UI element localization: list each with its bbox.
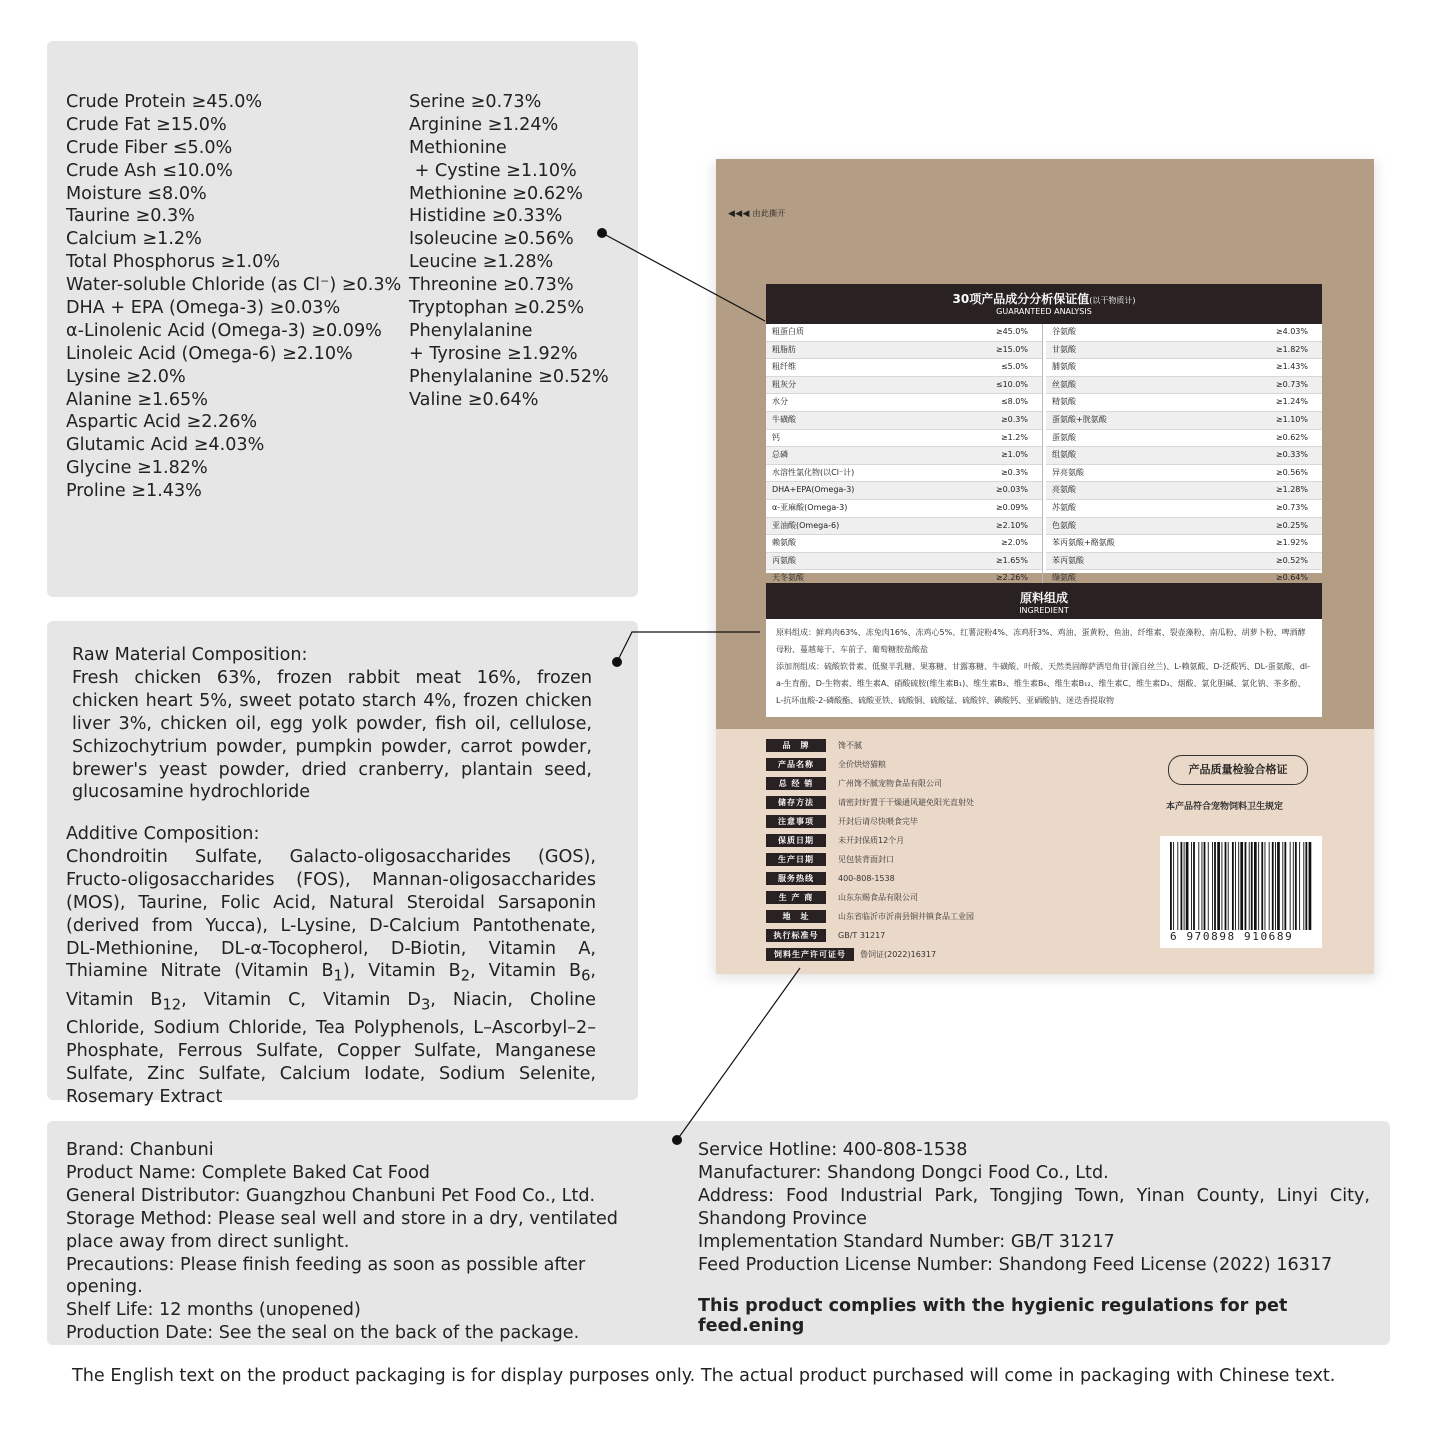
table-row xyxy=(1046,482,1322,500)
barcode-bar xyxy=(1265,842,1266,930)
table-cell-value: ≥1.10% xyxy=(1275,414,1308,424)
table-cell-name: 蛋氨酸+胱氨酸 xyxy=(1052,414,1107,424)
barcode-bar xyxy=(1295,842,1297,930)
table-cell-name: 甘氨酸 xyxy=(1052,344,1076,354)
analysis-item: Methionine xyxy=(409,137,507,158)
table-cell-name: 组氨酸 xyxy=(1052,450,1076,460)
label-key: 储存方法 xyxy=(766,796,826,809)
additive-text: Chondroitin Sulfate, Galacto-oligosaccharides (GOS), Fructo-oligosaccharides (FOS), Mannan-oligosaccharides (MOS), Taurine, Folic Acid, Natural Steroidal Sarsaponin (derived from Yucca), L-Lysine, D-Calcium Pantothenate, DL-Methionine, DL-α-Tocopherol, D-Biotin, Vitamin A, Thiamine Nitrate (Vitamin B xyxy=(66,846,596,982)
label-value: 馋不腻 xyxy=(838,741,862,750)
product-info-line: Implementation Standard Number: GB/T 31217 xyxy=(698,1231,1115,1252)
raw-material-title: Raw Material Composition: xyxy=(72,645,308,665)
table-cell-value: ≥1.2% xyxy=(1000,432,1028,442)
table-row xyxy=(1046,447,1322,465)
barcode-bar xyxy=(1204,842,1206,930)
table-row xyxy=(766,447,1042,465)
table-cell-value: ≥1.82% xyxy=(1275,344,1308,354)
table-row xyxy=(766,500,1042,518)
table-cell-name: 粗蛋白质 xyxy=(772,327,804,336)
product-info-line: Precautions: Please finish feeding as soon as possible after opening. xyxy=(66,1254,586,1298)
table-row xyxy=(1046,359,1322,377)
analysis-title: 30项产品成分分析保证值 xyxy=(952,292,1090,306)
label-value: 未开封保质12个月 xyxy=(838,836,905,845)
barcode-bar xyxy=(1290,842,1291,930)
table-cell-name: 蛋氨酸 xyxy=(1052,432,1076,442)
label-key: 总 经 销 xyxy=(766,777,826,790)
quality-cert-badge: 产品质量检验合格证 xyxy=(1168,755,1308,785)
table-cell-value: ≥0.25% xyxy=(1275,520,1308,530)
table-cell-name: 缬氨酸 xyxy=(1052,573,1076,583)
tear-here-mark xyxy=(728,208,786,219)
analysis-item: Tryptophan ≥0.25% xyxy=(409,298,585,319)
barcode-bar xyxy=(1293,842,1294,930)
table-cell-value: ≤8.0% xyxy=(1000,397,1028,407)
analysis-title-note: (以干物质计) xyxy=(1089,296,1136,305)
barcode-bar xyxy=(1258,842,1259,930)
table-row xyxy=(1046,342,1322,360)
package-back xyxy=(716,159,1374,974)
tear-text: 由此撕开 xyxy=(752,209,786,218)
barcode-bar xyxy=(1214,842,1216,930)
table-cell-value: ≥0.73% xyxy=(1275,379,1308,389)
label-value: 见包装背面封口 xyxy=(838,855,894,864)
ingredient-title: 原料组成 xyxy=(1019,591,1068,605)
product-info-line: Storage Method: Please seal well and store in a dry, ventilated place away from direct sunlight. xyxy=(66,1208,618,1252)
barcode-bar xyxy=(1238,842,1239,930)
label-key: 保质日期 xyxy=(766,834,826,847)
table-cell-value: ≥0.3% xyxy=(1000,467,1028,477)
label-key: 生产日期 xyxy=(766,853,826,866)
table-cell-name: 丙氨酸 xyxy=(772,555,796,565)
composition-panel xyxy=(47,621,638,1107)
table-cell-name: 异亮氨酸 xyxy=(1052,467,1084,477)
table-cell-value: ≥2.0% xyxy=(1000,538,1028,548)
barcode-bar xyxy=(1303,842,1304,930)
table-cell-value: ≥0.3% xyxy=(1000,414,1028,424)
analysis-item: Threonine ≥0.73% xyxy=(409,275,574,296)
label-value: 全价烘焙猫粮 xyxy=(838,760,886,769)
label-key: 执行标准号 xyxy=(766,929,826,942)
table-cell-name: DHA+EPA(Omega-3) xyxy=(772,485,855,495)
table-cell-value: ≥4.03% xyxy=(1275,327,1308,336)
analysis-item: Lysine ≥2.0% xyxy=(66,366,186,387)
table-cell-value: ≥0.64% xyxy=(1275,573,1308,583)
barcode-bar xyxy=(1228,842,1229,930)
table-cell-name: 亚油酸(Omega-6) xyxy=(772,520,840,530)
barcode-bar xyxy=(1193,842,1195,930)
analysis-item: Aspartic Acid ≥2.26% xyxy=(66,412,258,433)
analysis-item: + Cystine ≥1.10% xyxy=(409,160,577,181)
table-cell-name: 苏氨酸 xyxy=(1052,502,1076,512)
analysis-item: Proline ≥1.43% xyxy=(66,481,202,502)
label-value: 广州馋不腻宠物食品有限公司 xyxy=(838,779,942,788)
analysis-item: Leucine ≥1.28% xyxy=(409,252,554,273)
barcode-bar xyxy=(1305,842,1307,930)
barcode-bar xyxy=(1225,842,1227,930)
table-row xyxy=(1046,377,1322,395)
barcode-bar xyxy=(1198,842,1199,930)
table-cell-name: 精氨酸 xyxy=(1052,397,1076,407)
table-cell-value: ≥1.92% xyxy=(1275,538,1308,548)
table-row xyxy=(1046,500,1322,518)
barcode-bar xyxy=(1240,842,1243,930)
label-key: 服务热线 xyxy=(766,872,826,885)
table-row xyxy=(1046,394,1322,412)
barcode-bar xyxy=(1251,842,1253,930)
table-cell-value: ≥45.0% xyxy=(995,327,1028,336)
additive-text: ), Vitamin B xyxy=(342,961,461,982)
additive-text: , Niacin, Choline Chloride, Sodium Chloride, Tea Polyphenols, L–Ascorbyl–2–Phosphate, Ferrous Sulfate, Copper Sulfate, Manganese Sulfate, Zinc Sulfate, Calcium Iodate, Sodium Selenite, Rosemary Extract xyxy=(66,989,596,1107)
analysis-item: Crude Protein ≥45.0% xyxy=(66,92,263,112)
analysis-item: Crude Fiber ≤5.0% xyxy=(66,137,233,158)
analysis-table xyxy=(766,324,1322,583)
ingredient-box xyxy=(766,619,1322,717)
label-key: 品 牌 xyxy=(766,739,826,752)
analysis-item: Taurine ≥0.3% xyxy=(66,206,195,227)
analysis-table-right xyxy=(1046,324,1322,588)
analysis-item: Crude Ash ≤10.0% xyxy=(66,160,233,181)
product-info-line: Shelf Life: 12 months (unopened) xyxy=(66,1300,361,1321)
barcode-bar xyxy=(1254,842,1257,930)
barcode-bar xyxy=(1212,842,1213,930)
table-cell-name: 总磷 xyxy=(772,450,788,460)
table-row xyxy=(1046,518,1322,536)
label-key: 产品名称 xyxy=(766,758,826,771)
barcode-bar xyxy=(1299,842,1300,930)
barcode-number: 6 970898 910689 xyxy=(1170,930,1294,943)
analysis-item: DHA + EPA (Omega-3) ≥0.03% xyxy=(66,298,341,319)
label-key: 生 产 商 xyxy=(766,891,826,904)
label-value: 鲁饲证(2022)16317 xyxy=(860,950,937,959)
table-cell-value: ≥0.56% xyxy=(1275,467,1308,477)
table-row xyxy=(766,394,1042,412)
product-info-right xyxy=(698,1139,1370,1276)
table-cell-name: 粗脂肪 xyxy=(772,344,796,354)
barcode-bar xyxy=(1191,842,1192,930)
table-cell-value: ≥1.24% xyxy=(1275,397,1308,407)
barcode-bar xyxy=(1261,842,1263,930)
barcode-bar xyxy=(1309,842,1312,930)
table-cell-name: 牛磺酸 xyxy=(772,414,796,424)
table-cell-value: ≥15.0% xyxy=(995,344,1028,354)
table-cell-value: ≥0.62% xyxy=(1275,432,1308,442)
table-row xyxy=(766,482,1042,500)
analysis-item: Glutamic Acid ≥4.03% xyxy=(66,435,265,456)
subscript: 12 xyxy=(162,996,182,1014)
additive-text: , Vitamin B xyxy=(470,961,582,982)
table-cell-value: ≥0.03% xyxy=(995,485,1028,495)
barcode-bar xyxy=(1282,842,1283,930)
product-info-panel xyxy=(47,1121,1390,1345)
table-row xyxy=(766,377,1042,395)
table-cell-name: 亮氨酸 xyxy=(1052,485,1076,495)
barcode-bar xyxy=(1177,842,1178,930)
barcode-bar xyxy=(1245,842,1247,930)
barcode-bar xyxy=(1217,842,1220,930)
table-cell-name: 色氨酸 xyxy=(1052,520,1076,530)
barcode-bar xyxy=(1232,842,1234,930)
table-row xyxy=(1046,324,1322,342)
raw-material-composition xyxy=(72,644,592,804)
barcode-bar xyxy=(1186,842,1189,930)
barcode-bar xyxy=(1277,842,1280,930)
subscript: 2 xyxy=(460,967,471,985)
analysis-column-2 xyxy=(409,91,609,411)
analysis-item: Water-soluble Chloride (as Cl⁻) ≥0.3% xyxy=(66,275,402,296)
label-value: 请密封好置于干燥通风避免阳光直射处 xyxy=(838,798,974,807)
analysis-item: Arginine ≥1.24% xyxy=(409,114,559,135)
table-cell-value: ≥0.33% xyxy=(1275,450,1308,460)
analysis-item: α-Linolenic Acid (Omega-3) ≥0.09% xyxy=(66,320,382,341)
table-cell-name: 天冬氨酸 xyxy=(772,573,804,583)
barcode-bar xyxy=(1184,842,1185,930)
analysis-item: Glycine ≥1.82% xyxy=(66,458,208,479)
barcode xyxy=(1160,836,1322,948)
analysis-item: Alanine ≥1.65% xyxy=(66,389,208,410)
barcode-bar xyxy=(1235,842,1236,930)
table-cell-name: 钙 xyxy=(772,432,780,442)
analysis-item: Moisture ≤8.0% xyxy=(66,183,207,204)
table-cell-name: 丝氨酸 xyxy=(1052,379,1076,389)
analysis-table-left xyxy=(766,324,1043,588)
table-cell-name: α-亚麻酸(Omega-3) xyxy=(772,502,848,512)
table-row xyxy=(1046,535,1322,553)
analysis-item: + Tyrosine ≥1.92% xyxy=(409,343,578,364)
raw-material-text: Fresh chicken 63%, frozen rabbit meat 16%, frozen chicken heart 5%, sweet potato starch 4%, frozen chicken liver 3%, chicken oil, egg yolk powder, fish oil, cellulose, Schizochytrium powder, pumpkin powder, carrot powder, brewer's yeast powder, dried cranberry, plantain seed, glucosamine hydrochloride xyxy=(72,667,592,803)
analysis-item: Serine ≥0.73% xyxy=(409,92,542,112)
label-key: 地 址 xyxy=(766,910,826,923)
table-cell-value: ≥1.28% xyxy=(1275,485,1308,495)
table-cell-name: 水溶性氯化物(以Cl⁻计) xyxy=(772,467,855,477)
table-cell-name: 苯丙氨酸+酪氨酸 xyxy=(1052,538,1115,548)
table-cell-value: ≥1.0% xyxy=(1000,450,1028,460)
analysis-item: Methionine ≥0.62% xyxy=(409,183,583,204)
table-cell-name: 谷氨酸 xyxy=(1052,327,1076,336)
analysis-title-en: GUARANTEED ANALYSIS xyxy=(996,307,1092,316)
barcode-bar xyxy=(1272,842,1274,930)
product-info-line: Feed Production License Number: Shandong Feed License (2022) 16317 xyxy=(698,1254,1333,1275)
barcode-bar xyxy=(1221,842,1222,930)
label-value: 山东省临沂市沂南县铜井镇食品工业园 xyxy=(838,912,974,921)
barcode-bar xyxy=(1173,842,1174,930)
table-row xyxy=(766,535,1042,553)
analysis-item: Histidine ≥0.33% xyxy=(409,206,563,227)
analysis-item: Phenylalanine ≥0.52% xyxy=(409,366,609,387)
table-cell-value: ≤5.0% xyxy=(1000,362,1028,372)
leader-line xyxy=(677,968,800,1140)
additive-title: Additive Composition: xyxy=(66,824,260,844)
table-cell-value: ≥0.09% xyxy=(995,502,1028,512)
table-row xyxy=(766,430,1042,448)
label-key: 注意事项 xyxy=(766,815,826,828)
table-row xyxy=(766,324,1042,342)
barcode-bar xyxy=(1275,842,1276,930)
table-cell-value: ≥2.10% xyxy=(995,520,1028,530)
product-info-line: Product Name: Complete Baked Cat Food xyxy=(66,1162,430,1183)
quality-cert-note: 本产品符合宠物饲料卫生规定 xyxy=(1166,802,1284,812)
table-cell-value: ≥0.73% xyxy=(1275,502,1308,512)
compliance-statement: This product complies with the hygienic regulations for pet feed.ening xyxy=(698,1296,1288,1336)
table-cell-name: 苯丙氨酸 xyxy=(1052,555,1084,565)
barcode-bars xyxy=(1170,842,1312,930)
barcode-bar xyxy=(1269,842,1270,930)
analysis-item: Total Phosphorus ≥1.0% xyxy=(66,252,281,273)
table-row xyxy=(1046,412,1322,430)
product-info-line: Address: Food Industrial Park, Tongjing Town, Yinan County, Linyi City, Shandong Province xyxy=(698,1185,1370,1229)
table-row xyxy=(1046,430,1322,448)
product-info-line: Service Hotline: 400-808-1538 xyxy=(698,1140,968,1160)
label-value: GB/T 31217 xyxy=(838,931,886,940)
product-info-line: General Distributor: Guangzhou Chanbuni Pet Food Co., Ltd. xyxy=(66,1185,596,1206)
analysis-item: Crude Fat ≥15.0% xyxy=(66,114,227,135)
analysis-table-header xyxy=(766,284,1322,324)
analysis-item: Isoleucine ≥0.56% xyxy=(409,229,574,250)
analysis-item: Calcium ≥1.2% xyxy=(66,229,202,250)
table-cell-value: ≤10.0% xyxy=(995,379,1028,389)
table-row xyxy=(766,359,1042,377)
barcode-bar xyxy=(1249,842,1250,930)
subscript: 1 xyxy=(333,967,343,985)
analysis-item: Linoleic Acid (Omega-6) ≥2.10% xyxy=(66,343,353,364)
label-key: 饲料生产许可证号 xyxy=(766,948,854,961)
barcode-bar xyxy=(1284,842,1286,930)
packaging-disclaimer: The English text on the product packaging is for display purposes only. The actual product purchased will come in packaging with Chinese text. xyxy=(72,1366,1336,1386)
table-row xyxy=(1046,465,1322,483)
product-info-left xyxy=(66,1139,666,1345)
additive-text: , Vitamin B xyxy=(66,961,597,1010)
label-value: 开封后请尽快喂食完毕 xyxy=(838,817,918,826)
barcode-bar xyxy=(1208,842,1209,930)
label-value: 山东东赐食品有限公司 xyxy=(838,893,918,902)
table-cell-name: 粗灰分 xyxy=(772,379,796,389)
barcode-bar xyxy=(1181,842,1183,930)
subscript: 3 xyxy=(420,996,431,1014)
table-row xyxy=(1046,553,1322,571)
table-cell-value: ≥1.43% xyxy=(1275,362,1308,372)
label-value: 400-808-1538 xyxy=(838,874,895,883)
barcode-bar xyxy=(1170,842,1172,930)
table-row xyxy=(766,342,1042,360)
table-cell-name: 脯氨酸 xyxy=(1052,362,1076,372)
product-info-line: Manufacturer: Shandong Dongci Food Co., Ltd. xyxy=(698,1162,1109,1183)
analysis-item: Valine ≥0.64% xyxy=(409,389,539,410)
subscript: 6 xyxy=(581,967,591,985)
analysis-item: Phenylalanine xyxy=(409,320,533,341)
product-info-line: Production Date: See the seal on the back of the package. xyxy=(66,1323,580,1344)
additive-text: , Vitamin C, Vitamin D xyxy=(181,989,421,1010)
table-cell-name: 水分 xyxy=(772,397,788,407)
table-row xyxy=(766,412,1042,430)
table-row xyxy=(766,553,1042,571)
barcode-bar xyxy=(1202,842,1203,930)
table-cell-value: ≥2.26% xyxy=(995,573,1028,583)
additive-text-cn: 添加剂组成：硫酸软骨素、低聚半乳糖、果寡糖、甘露寡糖、牛磺酸、叶酸、天然类固醇萨洒皂角苷(源自丝兰)、L-赖氨酸、D-泛酸钙、DL-蛋氨酸、dl-a-生育酚、D-生物素、维生素A、硝酸硫胺(维生素B₁)、维生素B₂、维生素B₆、维生素B₁₂、维生素C、维生素D₃、烟酸、氯化胆碱、氯化钠、茶多酚、L-抗坏血酸-2-磷酸酯、硫酸亚铁、硫酸铜、硫酸锰、硫酸锌、碘酸钙、亚硒酸钠、迷迭香提取物 xyxy=(776,662,1311,705)
table-cell-name: 赖氨酸 xyxy=(772,538,796,548)
ingredient-text: 原料组成：鲜鸡肉63%、冻兔肉16%、冻鸡心5%、红薯淀粉4%、冻鸡肝3%、鸡油、蛋黄粉、鱼油、纤维素、裂壶藻粉、南瓜粉、胡萝卜粉、啤酒酵母粉、蔓越莓干、车前子、葡萄糖胺盐酸盐 xyxy=(776,628,1306,654)
table-cell-value: ≥1.65% xyxy=(995,555,1028,565)
arrow-left-icon: ◀◀◀ xyxy=(728,209,750,219)
additive-composition xyxy=(66,823,596,1109)
analysis-column-1 xyxy=(66,91,401,503)
table-row xyxy=(766,518,1042,536)
table-row xyxy=(766,465,1042,483)
ingredient-title-en: INGREDIENT xyxy=(1019,606,1069,615)
table-cell-value: ≥0.52% xyxy=(1275,555,1308,565)
ingredient-header xyxy=(766,583,1322,619)
product-info-line: Brand: Chanbuni xyxy=(66,1140,214,1160)
table-cell-name: 粗纤维 xyxy=(772,362,796,372)
